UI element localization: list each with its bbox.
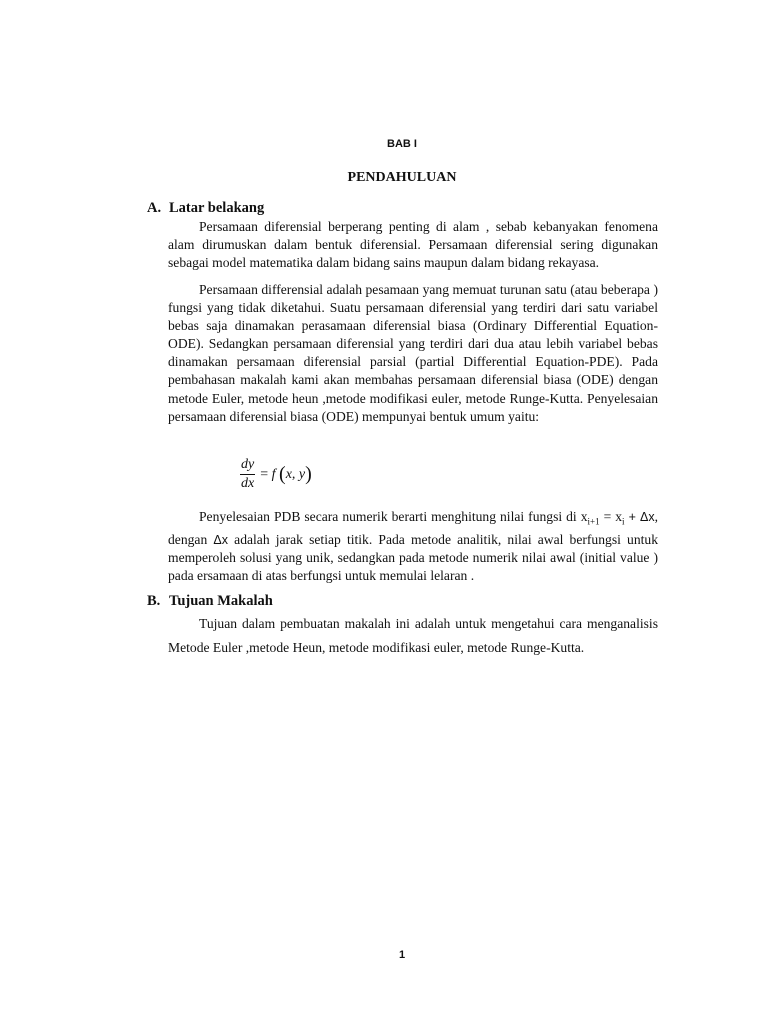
function-symbol: f bbox=[271, 467, 276, 482]
chapter-title: PENDAHULUAN bbox=[347, 170, 457, 185]
para3-subscript-2: i bbox=[622, 516, 625, 527]
chapter-label: BAB I bbox=[387, 138, 417, 150]
section-a-title: Latar belakang bbox=[169, 200, 265, 216]
para3-subscript-1: i+1 bbox=[587, 516, 600, 527]
section-b-title: Tujuan Makalah bbox=[169, 593, 273, 609]
open-paren: ( bbox=[279, 463, 286, 485]
fraction-numerator: dy bbox=[240, 457, 255, 475]
ode-equation bbox=[240, 457, 312, 492]
section-a-heading bbox=[147, 200, 264, 217]
section-b-heading bbox=[147, 593, 273, 610]
section-a-paragraph-3 bbox=[168, 508, 658, 585]
section-a-number: A. bbox=[147, 200, 162, 216]
close-paren: ) bbox=[305, 463, 312, 485]
section-a-paragraph-2: Persamaan differensial adalah pesamaan yang memuat turunan satu (atau beberapa ) fungsi yang tidak diketahui. Suatu persamaan diferensial yang terdiri dari satu variabel bebas saja dinamakan perasamaan diferensial biasa (Ordinary Differential Equation-ODE). Sedangkan persamaan diferensial yang terdiri dari dua atau lebih variabel bebas dinamakan persamaan diferensial parsial (partial Differential Equation-PDE). Pada pembahasan makalah kami akan membahas persamaan diferensial biasa (ODE) dengan metode Euler, metode heun ,metode modifikasi euler, metode Runge-Kutta. Penyelesaian persamaan diferensial biasa (ODE) mempunyai bentuk umum yaitu: bbox=[168, 282, 658, 424]
section-b-number: B. bbox=[147, 593, 161, 609]
para3-text-1: Penyelesaian PDB secara numerik berarti menghitung nilai fungsi di x bbox=[199, 509, 588, 524]
fraction-denominator: dx bbox=[241, 476, 255, 491]
para3-text-4: , dengan bbox=[168, 509, 658, 547]
page-number: 1 bbox=[398, 949, 406, 961]
para3-delta-x: Δx bbox=[213, 532, 229, 547]
derivative-fraction bbox=[240, 457, 255, 492]
function-args: x, y bbox=[285, 467, 306, 482]
para3-text-2: = x bbox=[599, 509, 623, 524]
section-b-paragraph-1: Tujuan dalam pembuatan makalah ini adalah untuk mengetahui cara menganalisis Metode Euler ,metode Heun, metode modifikasi euler, metode Runge-Kutta. bbox=[168, 616, 658, 655]
para3-text-6: adalah jarak setiap titik. Pada metode analitik, nilai awal berfungsi untuk memperoleh solusi yang unik, sedangkan pada metode numerik nilai awal (initial value ) pada ersamaan di atas berfungsi untuk memulai lelaran . bbox=[168, 531, 658, 583]
para3-text-3: + Δx bbox=[624, 510, 655, 524]
equation-rhs bbox=[260, 463, 312, 486]
section-a-paragraph-1: Persamaan diferensial berperang penting di alam , sebab kebanyakan fenomena alam dirumuskan dalam bentuk diferensial. Persamaan diferensial sering digunakan sebagai model matematika dalam bidang sains maupun dalam bidang rekayasa. bbox=[168, 219, 658, 271]
equals-sign: = bbox=[260, 467, 269, 482]
